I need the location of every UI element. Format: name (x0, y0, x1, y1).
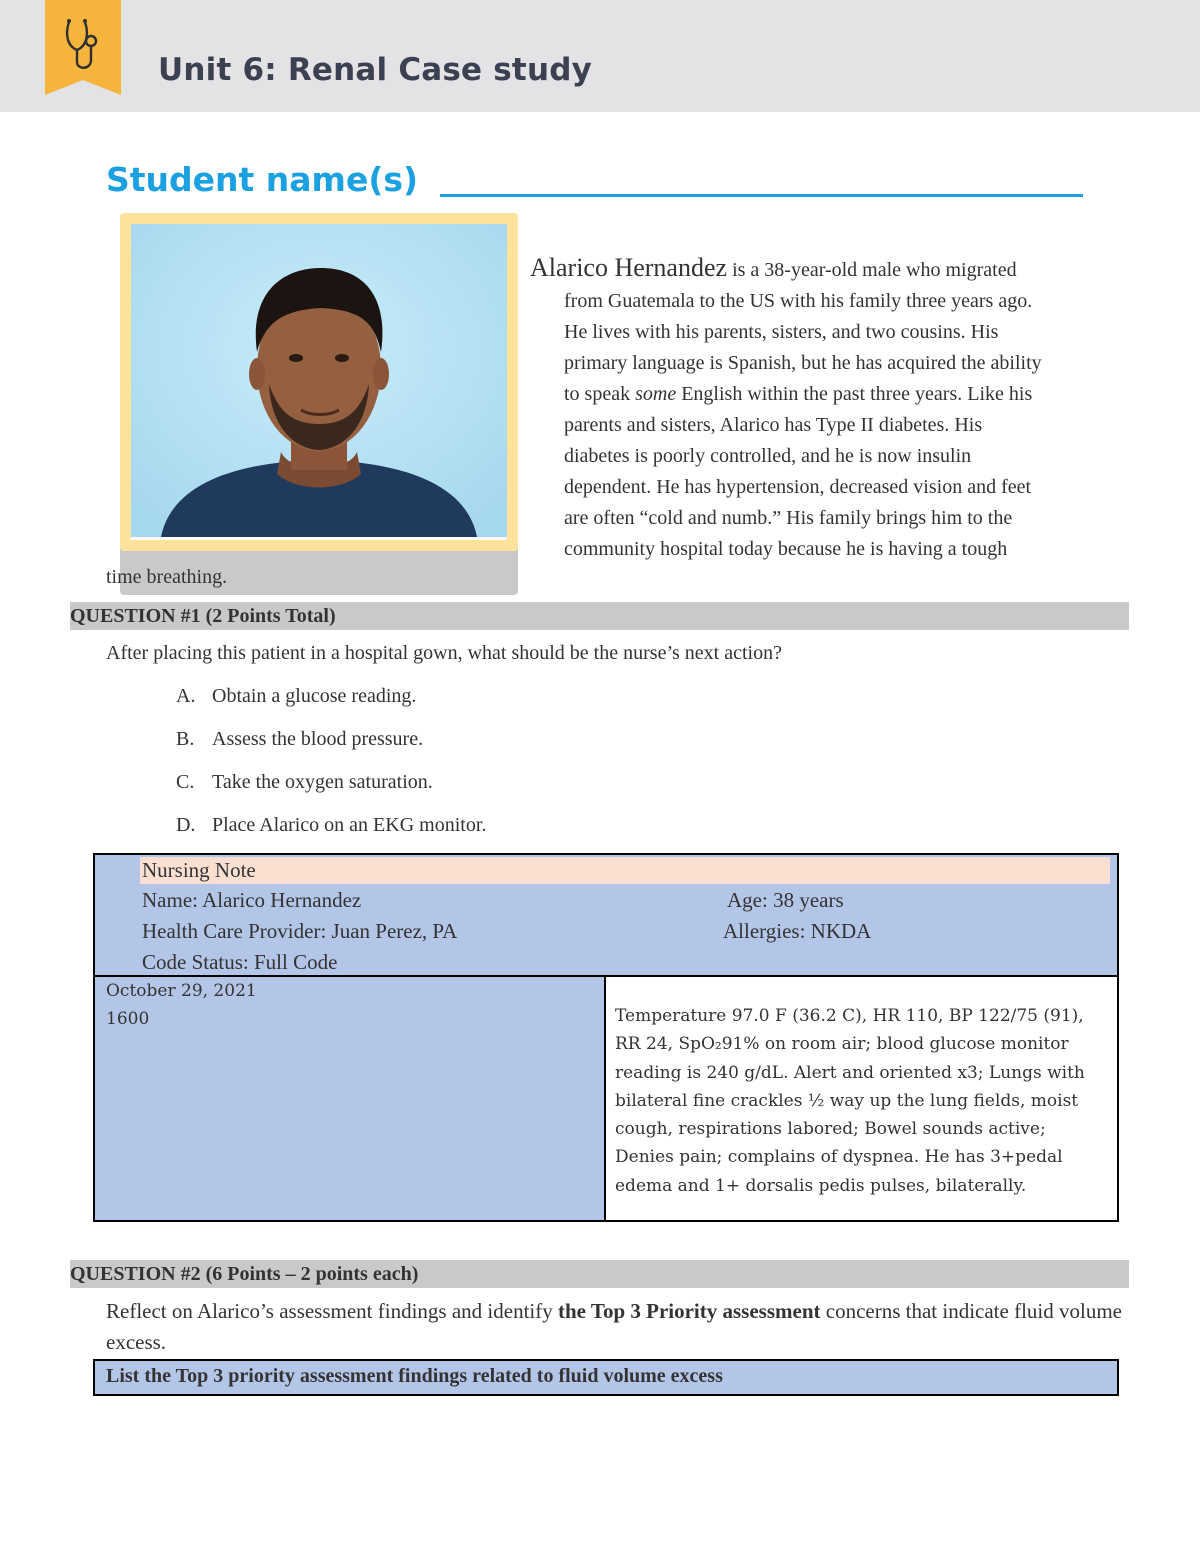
priority-findings-list-header: List the Top 3 priority assessment findings related to fluid volume excess (93, 1359, 1119, 1396)
bio-last-line: time breathing. (106, 566, 228, 588)
note-allergies: Allergies: NKDA (723, 919, 872, 943)
question1-option-d[interactable]: D. Place Alarico on an EKG monitor. (176, 814, 487, 836)
note-vitals-cell (606, 977, 1117, 1220)
question1-prompt: After placing this patient in a hospital gown, what should be the nurse’s next action? (106, 642, 782, 664)
question2-heading: QUESTION #2 (6 Points – 2 points each) (70, 1260, 1129, 1288)
patient-bio: Alarico Hernandez is a 38-year-old male who migrated from Guatemala to the US with his family three years ago. He lives with his parents, sisters, and two cousins. His primary language is Spanish, but he has acquired the ability to speak some English within the past three years. Like his parents and sisters, Alarico has Type II diabetes. His diabetes is poorly controlled, and he is now insulin dependent. He has hypertension, decreased vision and feet are often “cold and numb.” His family brings him to the community hospital today because he is having a tough (530, 253, 1042, 560)
question1-option-b[interactable]: B. Assess the blood pressure. (176, 728, 424, 750)
nursing-note-title: Nursing Note (140, 857, 1110, 884)
note-code-status: Code Status: Full Code (142, 950, 338, 974)
patient-portrait (131, 224, 507, 537)
question1-option-c[interactable]: C. Take the oxygen saturation. (176, 771, 433, 793)
question2-prompt: Reflect on Alarico’s assessment findings and identify the Top 3 Priority assessment concerns that indicate fluid volume excess. (106, 1299, 1122, 1354)
note-provider: Health Care Provider: Juan Perez, PA (142, 919, 458, 943)
photo-frame (120, 213, 518, 551)
question1-heading: QUESTION #1 (2 Points Total) (70, 602, 1129, 630)
page-title: Unit 6: Renal Case study (158, 52, 593, 88)
stethoscope-icon (45, 0, 121, 95)
nursing-note-table (93, 853, 1119, 1222)
note-age: Age: 38 years (727, 888, 844, 912)
note-datetime-cell (95, 977, 606, 1220)
photo-strip (131, 537, 507, 540)
note-patient-name: Name: Alarico Hernandez (142, 888, 362, 912)
question1-option-a[interactable]: A. Obtain a glucose reading. (176, 685, 417, 707)
note-date: October 29, 2021 (106, 981, 257, 1001)
note-vitals-text: Temperature 97.0 F (36.2 C), HR 110, BP 122/75 (91), RR 24, SpO₂91% on room air; blood glucose monitor reading is 240 g/dL. Alert and oriented x3; Lungs with bilateral fine crackles ½ way up the lung fields, moist cough, respirations labored; Bowel sounds active; Denies pain; complains of dyspnea. He has 3+pedal edema and 1+ dorsalis pedis pulses, bilaterally. (615, 1006, 1085, 1196)
nursing-note-header (95, 855, 1117, 977)
patient-name: Alarico Hernandez (530, 253, 728, 282)
note-time: 1600 (106, 1009, 150, 1029)
student-name-field[interactable] (440, 194, 1083, 197)
student-name-label: Student name(s) (106, 160, 419, 199)
